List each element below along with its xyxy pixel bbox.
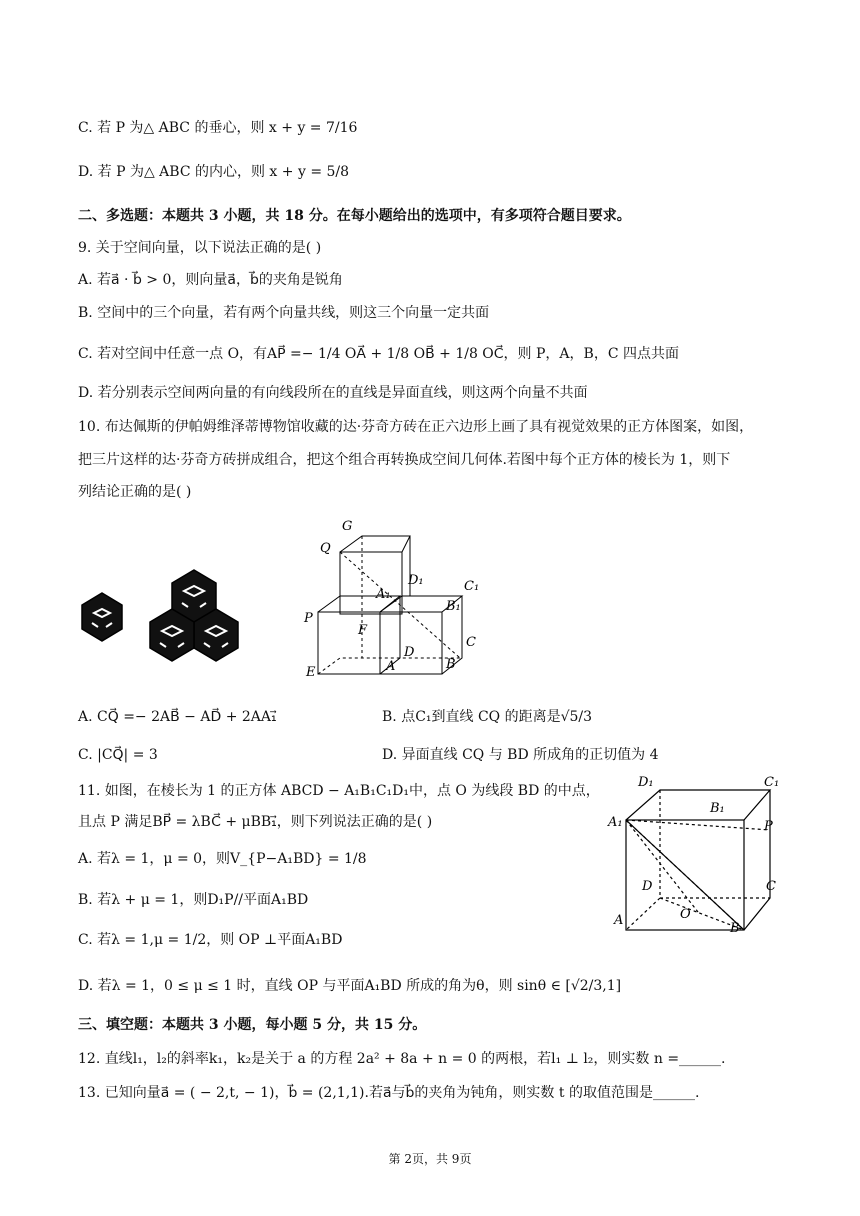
- option-11d: D. 若λ = 1，0 ≤ μ ≤ 1 时，直线 OP 与平面A₁BD 所成的角为θ，则 sinθ ∈ [√2/3,1]: [78, 978, 622, 994]
- section-3-heading: 三、填空题：本题共 3 小题，每小题 5 分，共 15 分。: [78, 1017, 427, 1033]
- option-9d: D. 若分别表示空间两向量的有向线段所在的直线是异面直线，则这两个向量不共面: [78, 385, 588, 401]
- figure-label: C: [766, 879, 776, 894]
- figure-label: Q: [320, 541, 331, 556]
- unit-cube-figure: [602, 772, 792, 942]
- option-8d: D. 若 P 为△ ABC 的内心，则 x + y = 5/8: [78, 164, 350, 180]
- option-10d: D. 异面直线 CQ 与 BD 所成角的正切值为 4: [382, 747, 659, 763]
- figure-label: D: [404, 645, 415, 660]
- cube-assembly-figure: [300, 512, 500, 688]
- figure-label: D: [642, 879, 653, 894]
- question-12: 12. 直线l₁，l₂的斜率k₁，k₂是关于 a 的方程 2a² + 8a + n = 0 的两根，若l₁ ⊥ l₂，则实数 n =______.: [78, 1051, 726, 1067]
- option-9c: C. 若对空间中任意一点 O，有AP⃗ =− 1/4 OA⃗ + 1/8 OB⃗ + 1/8 OC⃗，则 P，A，B，C 四点共面: [78, 346, 679, 362]
- figure-label: P: [304, 611, 313, 626]
- da-vinci-tiles-figure: [74, 565, 274, 685]
- page-footer: 第 2页，共 9页: [388, 1152, 472, 1166]
- figure-label: C: [466, 635, 476, 650]
- figure-label: B: [730, 921, 740, 936]
- option-11c: C. 若λ = 1,μ = 1/2，则 OP ⊥平面A₁BD: [78, 932, 343, 948]
- question-11-line2: 且点 P 满足BP⃗ = λBC⃗ + μBB₁⃗，则下列说法正确的是( ): [78, 814, 433, 830]
- figure-label: D₁: [638, 775, 654, 790]
- figure-label: C₁: [764, 775, 780, 790]
- figure-label: D₁: [408, 573, 424, 588]
- question-11-line1: 11. 如图，在棱长为 1 的正方体 ABCD − A₁B₁C₁D₁中，点 O 为线段 BD 的中点，: [78, 783, 600, 799]
- section-2-heading: 二、多选题：本题共 3 小题，共 18 分。在每小题给出的选项中，有多项符合题目要求。: [78, 208, 631, 224]
- figure-label: C₁: [464, 579, 480, 594]
- question-13: 13. 已知向量a⃗ = ( − 2,t, − 1)，b⃗ = (2,1,1).若a⃗与b⃗的夹角为钝角，则实数 t 的取值范围是______.: [78, 1085, 700, 1101]
- figure-label: E: [306, 665, 316, 680]
- option-11a: A. 若λ = 1，μ = 0，则V_{P−A₁BD} = 1/8: [78, 851, 367, 867]
- option-10c: C. |CQ⃗| = 3: [78, 747, 158, 763]
- figure-label: P: [764, 819, 773, 834]
- figure-label: A: [614, 913, 624, 928]
- figure-label: O: [680, 907, 691, 922]
- figure-label: A₁: [376, 587, 391, 602]
- figure-label: B: [446, 657, 456, 672]
- figure-label: A₁: [608, 815, 623, 830]
- option-8c: C. 若 P 为△ ABC 的垂心，则 x + y = 7/16: [78, 120, 358, 136]
- question-10-line3: 列结论正确的是( ): [78, 484, 192, 500]
- figure-label: F: [358, 623, 368, 638]
- figure-label: B₁: [446, 599, 461, 614]
- figure-label: A: [386, 659, 396, 674]
- option-10a: A. CQ⃗ =− 2AB⃗ − AD⃗ + 2AA₁⃗: [78, 709, 277, 725]
- option-10b: B. 点C₁到直线 CQ 的距离是√5/3: [382, 709, 593, 725]
- option-9b: B. 空间中的三个向量，若有两个向量共线，则这三个向量一定共面: [78, 305, 490, 321]
- question-10-line1: 10. 布达佩斯的伊帕姆维泽蒂博物馆收藏的达·芬奇方砖在正六边形上画了具有视觉效果的正方体图案，如图，: [78, 419, 754, 435]
- option-11b: B. 若λ + μ = 1，则D₁P//平面A₁BD: [78, 892, 309, 908]
- question-10-line2: 把三片这样的达·芬奇方砖拼成组合，把这个组合再转换成空间几何体.若图中每个正方体的棱长为 1，则下: [78, 452, 731, 468]
- option-9a: A. 若a⃗ · b⃗ > 0，则向量a⃗，b⃗的夹角是锐角: [78, 272, 343, 288]
- figure-label: B₁: [710, 801, 725, 816]
- question-9: 9. 关于空间向量，以下说法正确的是( ): [78, 240, 322, 256]
- figure-label: G: [342, 519, 353, 534]
